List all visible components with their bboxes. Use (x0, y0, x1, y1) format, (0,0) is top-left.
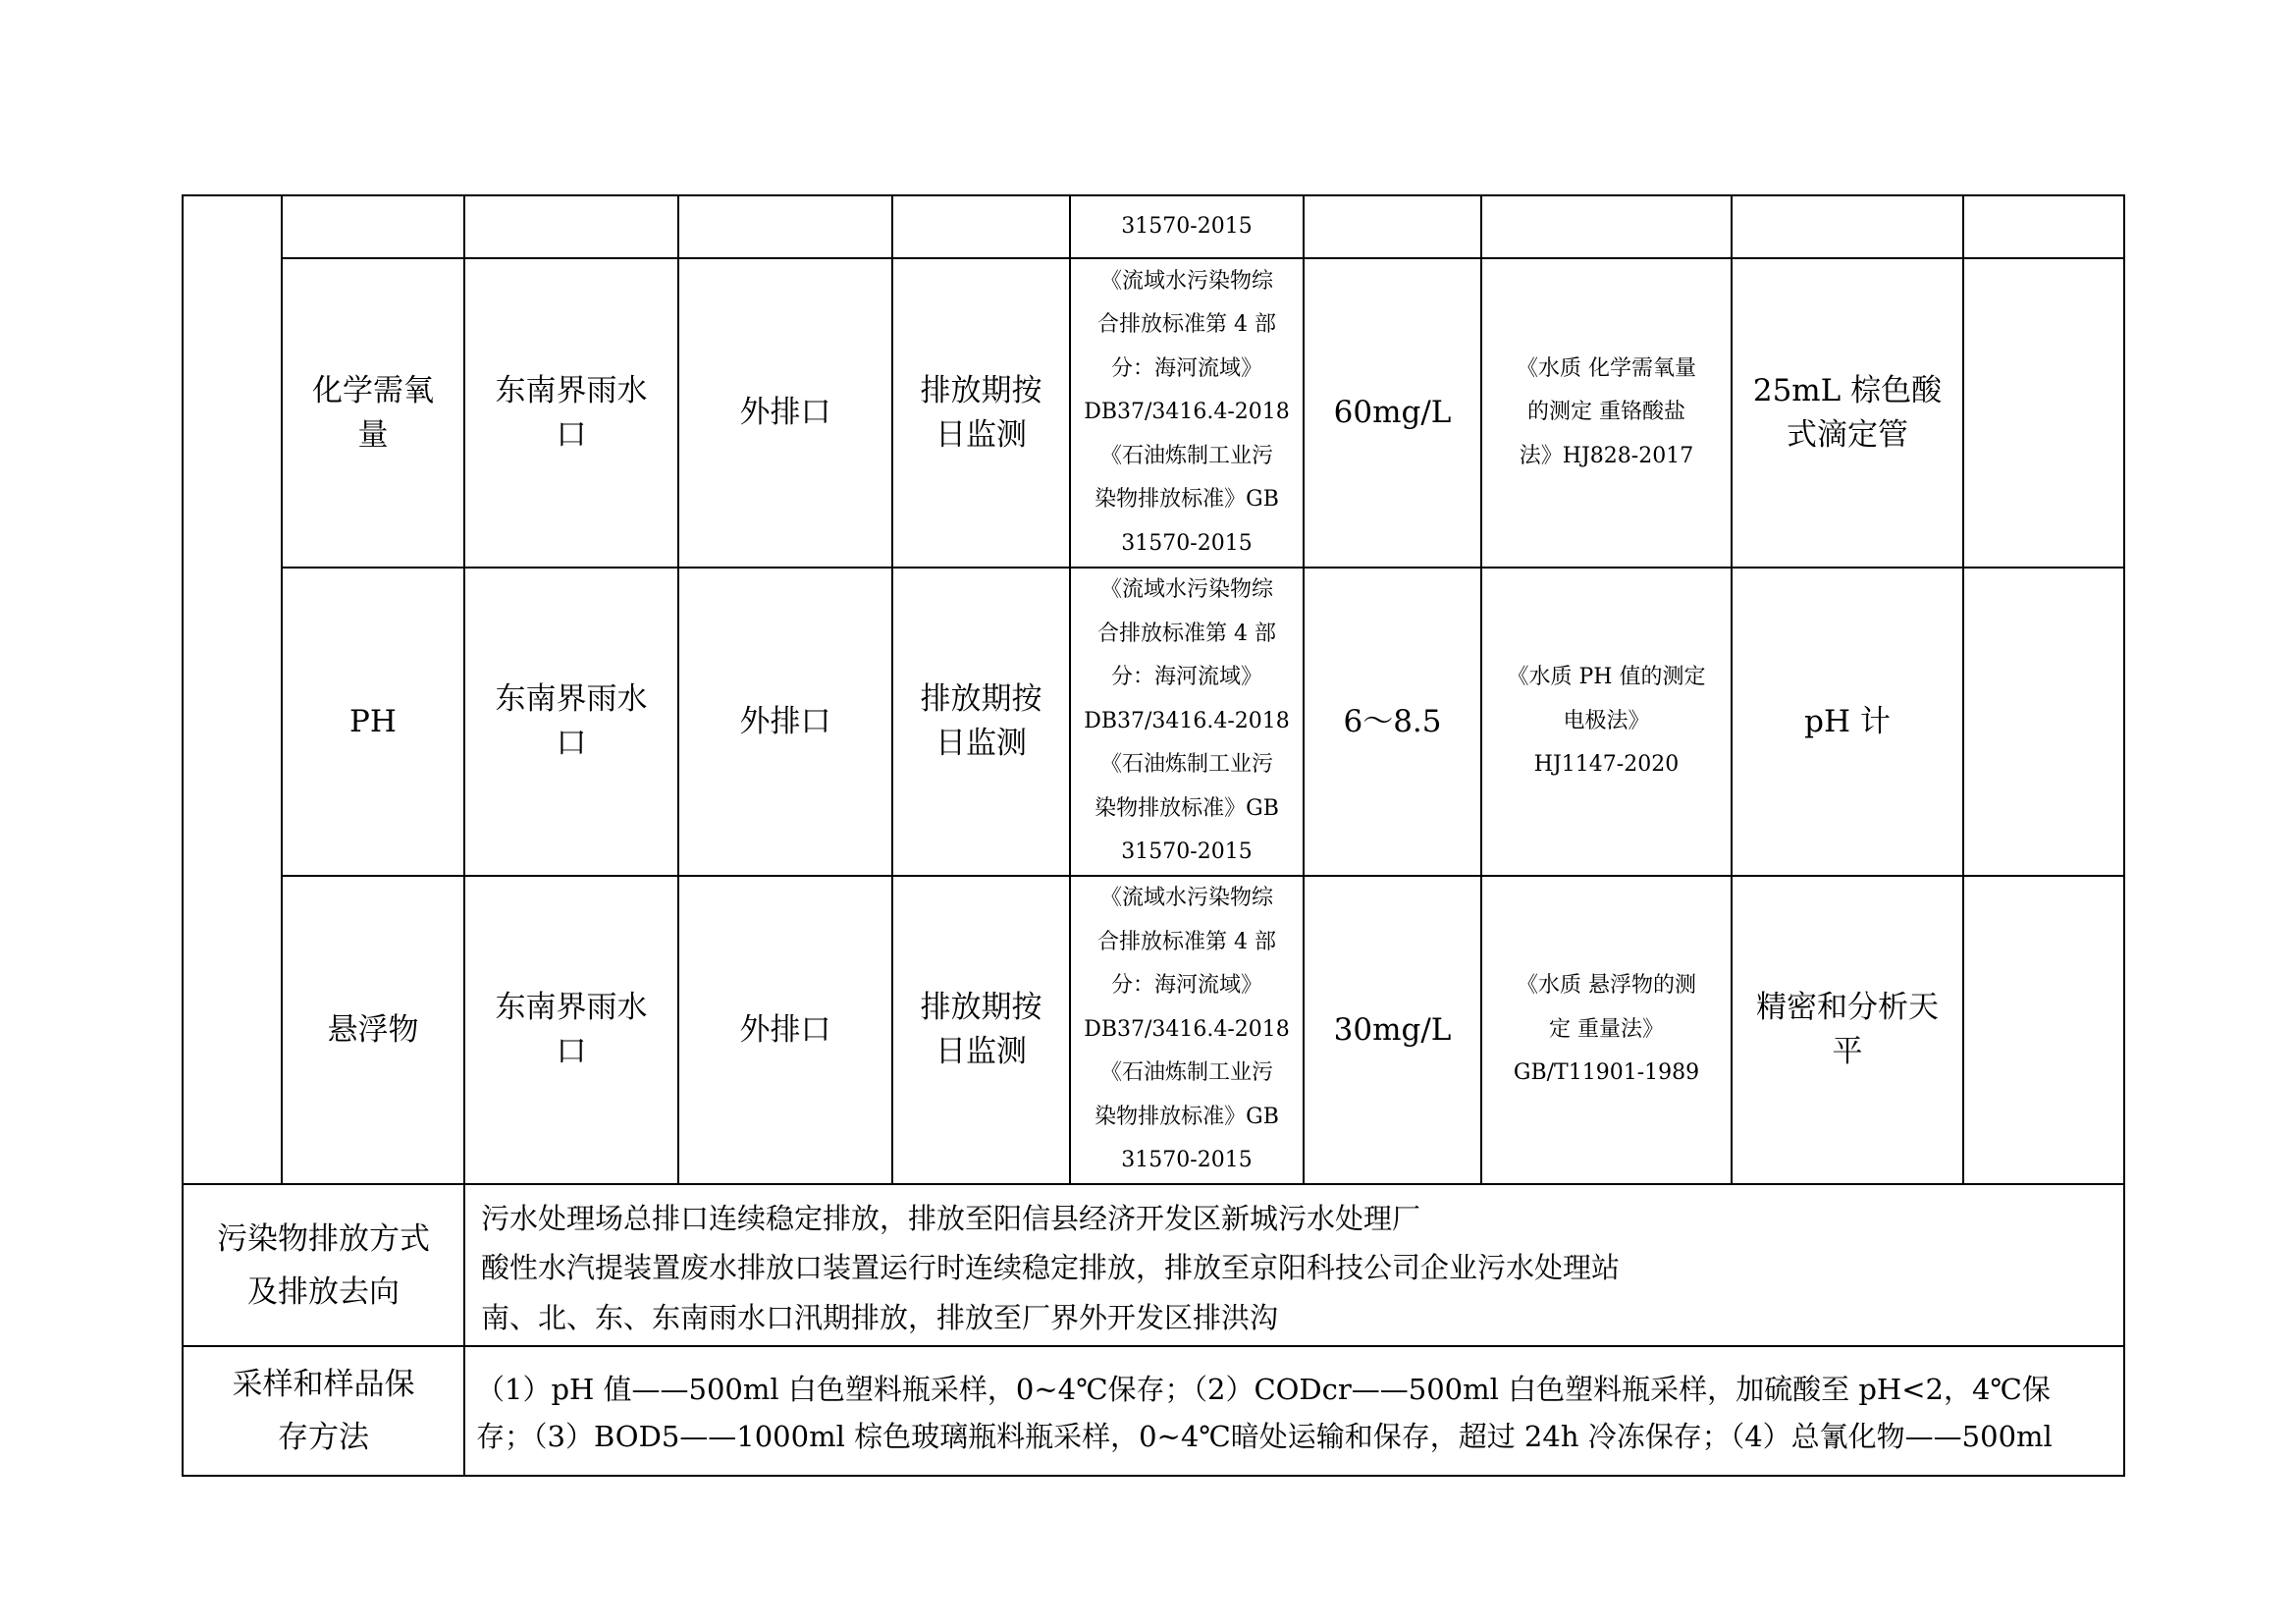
standard-line: 31570-2015 (1121, 530, 1253, 556)
table-row-ss-method (1481, 876, 1732, 1184)
table-row-cod-method (1481, 258, 1732, 568)
outlet-type: 外排口 (739, 1011, 831, 1048)
monitoring-point: 东南界雨水口 (495, 372, 648, 453)
method-line: 定 重量法》 (1549, 1016, 1664, 1042)
table-row-cod-limit (1304, 258, 1481, 568)
table-row-ss-instrument (1732, 876, 1963, 1184)
discharge-line: 酸性水汽提装置废水排放口装置运行时连续稳定排放，排放至京阳科技公司企业污水处理站 (481, 1251, 1621, 1284)
sampling-line: 存；（3）BOD5——1000ml 棕色玻璃瓶料瓶采样，0~4℃暗处运输和保存，超过 24h 冷冻保存；（4）总氰化物——500ml (476, 1420, 2053, 1453)
sampling-line: （1）pH 值——500ml 白色塑料瓶采样，0~4℃保存；（2）CODcr——500ml 白色塑料瓶采样，加硫酸至 pH<2，4℃保 (476, 1373, 2051, 1406)
table-row-ph-method (1481, 568, 1732, 876)
item-name: 悬浮物 (327, 1011, 419, 1048)
standard-line: DB37/3416.4-2018 (1084, 1016, 1290, 1042)
standard-line: 《石油炼制工业污 (1099, 752, 1273, 778)
standard-line: 合排放标准第 4 部 (1097, 929, 1276, 954)
monitoring-frequency: 排放期按日监测 (920, 681, 1042, 761)
table-row-ph-instrument (1732, 568, 1963, 876)
table-row-cod-instrument (1732, 258, 1963, 568)
monitoring-frequency: 排放期按日监测 (920, 372, 1042, 453)
standard-line: 分：海河流域》 (1110, 355, 1262, 381)
discharge-line: 污水处理场总排口连续稳定排放，排放至阳信县经济开发区新城污水处理厂 (481, 1202, 1421, 1235)
monitoring-frequency: 排放期按日监测 (920, 990, 1042, 1069)
method-line: 的测定 重铬酸盐 (1527, 400, 1685, 425)
standard-line: 染物排放标准》GB (1095, 795, 1279, 821)
standard-line: 《流域水污染物综 (1099, 577, 1273, 603)
standard-line: 合排放标准第 4 部 (1097, 621, 1276, 646)
instrument-name: 25mL 棕色酸式滴定管 (1752, 372, 1943, 453)
sampling-label-cell (183, 1346, 464, 1476)
table-row-ss-point (464, 876, 678, 1184)
instrument-name: 精密和分析天平 (1756, 990, 1939, 1069)
table-row-cod-type (678, 258, 892, 568)
monitoring-point: 东南界雨水口 (495, 990, 648, 1069)
outlet-type: 外排口 (739, 703, 831, 739)
method-line: 《水质 PH 值的测定 (1507, 665, 1706, 690)
standard-line: 31570-2015 (1121, 1148, 1253, 1173)
standard-tail-text: 31570-2015 (1121, 213, 1253, 239)
discharge-label-cell (183, 1184, 464, 1346)
table-row-ph-type (678, 568, 892, 876)
table-row-ph-item (282, 568, 464, 876)
method-line: HJ1147-2020 (1533, 752, 1680, 778)
discharge-line: 南、北、东、东南雨水口汛期排放，排放至厂界外开发区排洪沟 (481, 1301, 1279, 1334)
outlet-type: 外排口 (739, 395, 831, 430)
method-line: 法》HJ828-2017 (1519, 443, 1694, 468)
item-name: PH (349, 703, 397, 739)
table-row-cod-frequency (892, 258, 1070, 568)
table-row-ss-type (678, 876, 892, 1184)
standard-line: 分：海河流域》 (1110, 973, 1262, 999)
method-line: 《水质 悬浮物的测 (1517, 973, 1696, 999)
table-row-ph-frequency (892, 568, 1070, 876)
table-row-ss-frequency (892, 876, 1070, 1184)
standard-line: 合排放标准第 4 部 (1097, 312, 1276, 338)
sampling-label: 采样和样品保存方法 (232, 1367, 415, 1455)
method-line: 《水质 化学需氧量 (1517, 355, 1696, 381)
method-line: GB/T11901-1989 (1513, 1060, 1700, 1086)
standard-line: 《流域水污染物综 (1099, 268, 1273, 294)
table-row-cod-standard (1070, 258, 1304, 568)
standard-line: 《石油炼制工业污 (1099, 443, 1273, 468)
item-name: 化学需氧量 (312, 372, 434, 453)
limit-value: 6～8.5 (1343, 703, 1442, 739)
table-row-ph-standard (1070, 568, 1304, 876)
standard-line: 《石油炼制工业污 (1099, 1060, 1273, 1086)
monitoring-point: 东南界雨水口 (495, 681, 648, 761)
table-row-cod-item (282, 258, 464, 568)
table-row-ss-standard (1070, 876, 1304, 1184)
standard-tail-cell (1070, 195, 1304, 258)
table-row-ph-limit (1304, 568, 1481, 876)
method-line: 电极法》 (1563, 708, 1650, 733)
standard-line: DB37/3416.4-2018 (1084, 400, 1290, 425)
discharge-label: 污染物排放方式及排放去向 (217, 1220, 430, 1310)
limit-value: 60mg/L (1333, 395, 1452, 430)
standard-line: 分：海河流域》 (1110, 665, 1262, 690)
standard-line: 染物排放标准》GB (1095, 1104, 1279, 1129)
standard-line: 31570-2015 (1121, 839, 1253, 865)
limit-value: 30mg/L (1333, 1011, 1452, 1048)
instrument-name: pH 计 (1804, 703, 1891, 739)
standard-line: 《流域水污染物综 (1099, 886, 1273, 911)
standard-line: 染物排放标准》GB (1095, 487, 1279, 513)
table-row-cod-point (464, 258, 678, 568)
table-row-ss-limit (1304, 876, 1481, 1184)
table-row-ph-point (464, 568, 678, 876)
table-row-ss-item (282, 876, 464, 1184)
standard-line: DB37/3416.4-2018 (1084, 708, 1290, 733)
